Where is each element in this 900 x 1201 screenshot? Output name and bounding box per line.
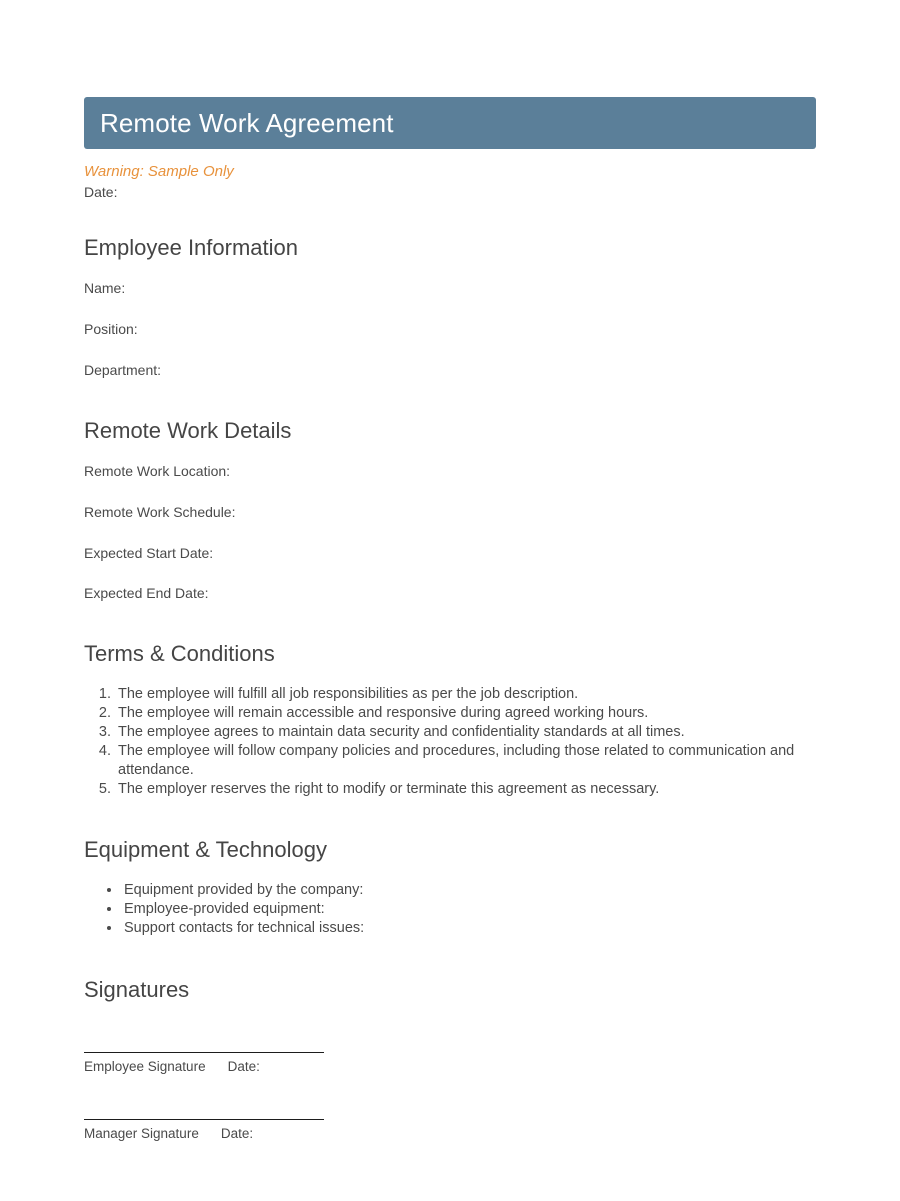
- list-item: 1. The employee will fulfill all job responsibilities as per the job description.: [115, 685, 824, 704]
- page-title: Remote Work Agreement: [100, 108, 394, 138]
- employee-information-fields: [84, 280, 824, 378]
- manager-signature-date-label: Date:: [220, 1126, 254, 1142]
- heading-equipment-technology: Equipment & Technology: [84, 837, 327, 863]
- heading-remote-work-details: Remote Work Details: [84, 417, 292, 443]
- list-item: • Support contacts for technical issues:: [122, 919, 824, 938]
- list-item: • Employee-provided equipment:: [122, 900, 824, 919]
- heading-terms-conditions: Terms & Conditions: [84, 641, 275, 667]
- list-item: 2. The employee will remain accessible and responsive during agreed working hours.: [115, 704, 824, 723]
- manager-signature-label: Manager Signature: [84, 1126, 199, 1142]
- employee-signature-line[interactable]: [84, 1052, 324, 1053]
- document-title-banner: [84, 97, 816, 149]
- employee-signature-label: Employee Signature: [84, 1058, 206, 1074]
- manager-signature-labels: [84, 1126, 324, 1142]
- manager-signature-line[interactable]: [84, 1119, 324, 1120]
- field-name: Name:: [84, 280, 126, 297]
- field-department: Department:: [84, 361, 162, 378]
- list-item: 5. The employer reserves the right to modify or terminate this agreement as necessary.: [115, 780, 824, 799]
- list-item: 3. The employee agrees to maintain data security and confidentiality standards at all times.: [115, 723, 824, 742]
- remote-work-details-fields: [84, 463, 824, 602]
- section-equipment-technology: [84, 837, 824, 938]
- list-item: 4. The employee will follow company policies and procedures, including those related to communication and attendance.: [115, 742, 824, 780]
- equipment-technology-list: [84, 881, 824, 939]
- manager-signature-block: [84, 1119, 824, 1142]
- document-date-label: Date:: [84, 184, 118, 200]
- section-terms-conditions: [84, 641, 824, 799]
- heading-signatures: Signatures: [84, 976, 190, 1002]
- terms-conditions-list: [84, 685, 824, 800]
- field-remote-work-location: Remote Work Location:: [84, 462, 231, 479]
- field-position: Position:: [84, 320, 138, 337]
- list-item: • Equipment provided by the company:: [122, 881, 824, 900]
- section-remote-work-details: [84, 418, 824, 603]
- employee-signature-date-label: Date:: [227, 1058, 260, 1074]
- field-remote-work-schedule: Remote Work Schedule:: [84, 503, 236, 520]
- document-body: [84, 163, 824, 1142]
- employee-signature-labels: [84, 1059, 324, 1075]
- heading-employee-information: Employee Information: [84, 234, 298, 260]
- field-expected-start-date: Expected Start Date:: [84, 544, 214, 561]
- section-signatures: [84, 977, 824, 1143]
- field-expected-end-date: Expected End Date:: [84, 585, 209, 602]
- sample-warning: Warning: Sample Only: [84, 163, 234, 180]
- section-employee-information: [84, 235, 824, 379]
- employee-signature-block: [84, 1052, 824, 1075]
